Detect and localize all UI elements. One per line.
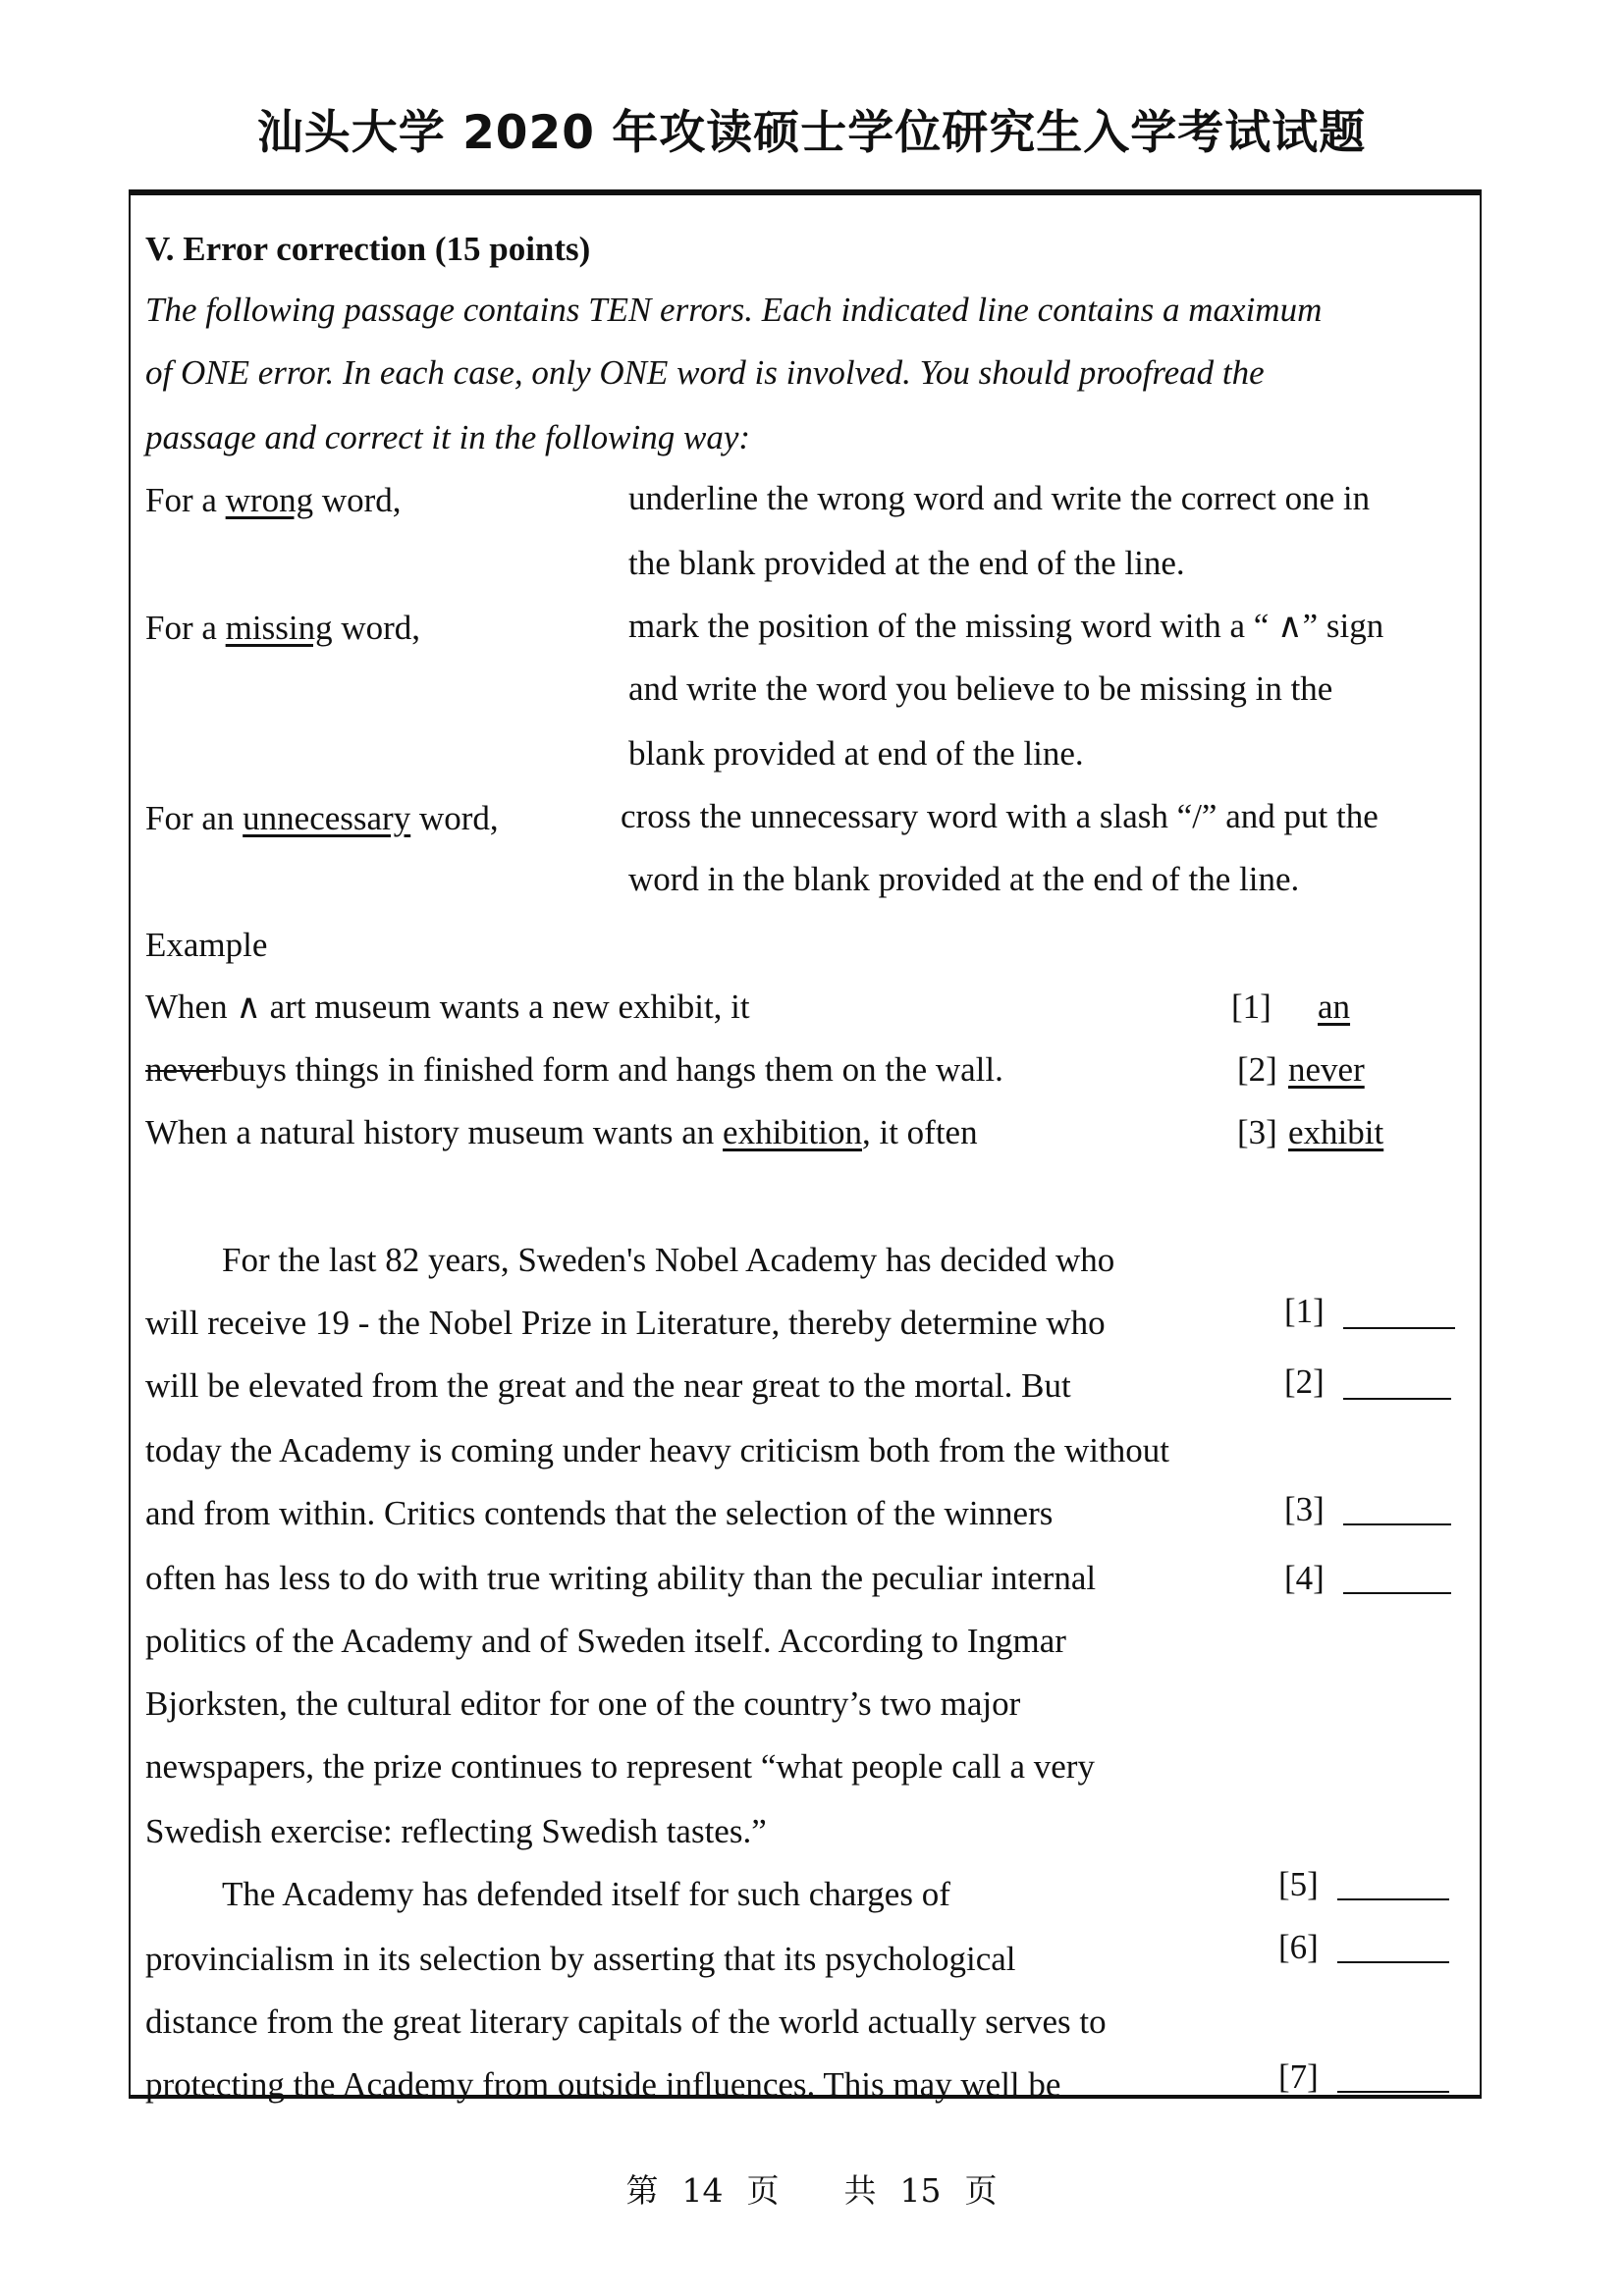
rule-wrong-desc: the blank provided at the end of the line. [628,544,1185,582]
example-marker: [1] [1231,988,1271,1026]
instruction-line: of ONE error. In each case, only ONE word is involved. You should proofread the [145,353,1265,392]
instruction-line: passage and correct it in the following way: [145,418,751,456]
example-label: Example [145,926,268,964]
passage-line: politics of the Academy and of Sweden itself. According to Ingmar [145,1622,1066,1660]
total-pages: 15 [899,2171,942,2210]
struck-word: never [145,1050,222,1089]
passage-line: today the Academy is coming under heavy criticism both from the without [145,1431,1169,1469]
answer-blank[interactable] [1343,1398,1451,1400]
rule-keyword: wrong [225,481,314,519]
rule-wrong-label: For a wrong word, [145,481,402,519]
page-footer: 第 14 页 共 15 页 [625,2171,998,2210]
exam-title: 汕头大学 2020 年攻读硕士学位研究生入学考试试题 [256,106,1367,160]
instruction-line: The following passage contains TEN errors. Each indicated line contains a maximum [145,291,1323,329]
answer-marker: [5] [1278,1865,1319,1903]
page-number: 14 [681,2171,724,2210]
answer-blank[interactable] [1343,1592,1451,1594]
passage-line: newspapers, the prize continues to represent “what people call a very [145,1747,1095,1786]
rule-missing-desc: and write the word you believe to be missing in the [628,669,1333,708]
rule-unnecessary-label: For an unnecessary word, [145,799,499,837]
answer-blank[interactable] [1343,1327,1455,1329]
example-answer: exhibit [1288,1113,1384,1151]
example-line: neverbuys things in finished form and hangs them on the wall. [145,1050,1003,1089]
example-line: When a natural history museum wants an exhibition, it often [145,1113,978,1151]
underlined-word: exhibition [723,1113,862,1151]
example-line: When ∧ art museum wants a new exhibit, it [145,988,750,1026]
rule-missing-label: For a missing word, [145,609,421,647]
passage-line: often has less to do with true writing ability than the peculiar internal [145,1559,1097,1597]
example-marker: [2] [1237,1050,1277,1089]
rule-unnecessary-desc: cross the unnecessary word with a slash “/” and put the [621,797,1379,835]
example-answer: an [1318,988,1351,1026]
answer-marker: [6] [1278,1928,1319,1966]
rule-keyword: unnecessary [243,799,411,837]
answer-blank[interactable] [1337,1961,1449,1963]
example-answer: never [1288,1050,1365,1089]
passage-line: and from within. Critics contends that the selection of the winners [145,1494,1054,1532]
rule-unnecessary-desc: word in the blank provided at the end of the line. [628,860,1300,898]
rule-missing-desc: blank provided at end of the line. [628,734,1084,773]
rule-wrong-desc: underline the wrong word and write the correct one in [628,479,1371,517]
passage-line: Bjorksten, the cultural editor for one of the country’s two major [145,1684,1021,1723]
rule-missing-desc: mark the position of the missing word with a “ ∧” sign [628,607,1384,645]
section-heading: V. Error correction (15 points) [145,230,591,268]
passage-line: Swedish exercise: reflecting Swedish tastes.” [145,1812,767,1850]
passage-line: distance from the great literary capitals of the world actually serves to [145,2002,1107,2041]
passage-line: The Academy has defended itself for such charges of [222,1875,950,1913]
answer-marker: [4] [1284,1559,1325,1597]
answer-blank[interactable] [1343,1523,1451,1525]
passage-line: protecting the Academy from outside influences. This may well be [145,2065,1061,2104]
answer-marker: [3] [1284,1490,1325,1528]
answer-blank[interactable] [1337,2091,1449,2093]
answer-blank[interactable] [1337,1898,1449,1900]
answer-marker: [1] [1284,1292,1325,1330]
example-marker: [3] [1237,1113,1277,1151]
answer-marker: [2] [1284,1362,1325,1401]
passage-line: will be elevated from the great and the near great to the mortal. But [145,1366,1071,1405]
rule-keyword: missing [225,609,333,647]
passage-line: provincialism in its selection by asserting that its psychological [145,1940,1016,1978]
answer-marker: [7] [1278,2057,1319,2096]
passage-line: will receive 19 - the Nobel Prize in Literature, thereby determine who [145,1304,1106,1342]
passage-line: For the last 82 years, Sweden's Nobel Academy has decided who [222,1241,1115,1279]
